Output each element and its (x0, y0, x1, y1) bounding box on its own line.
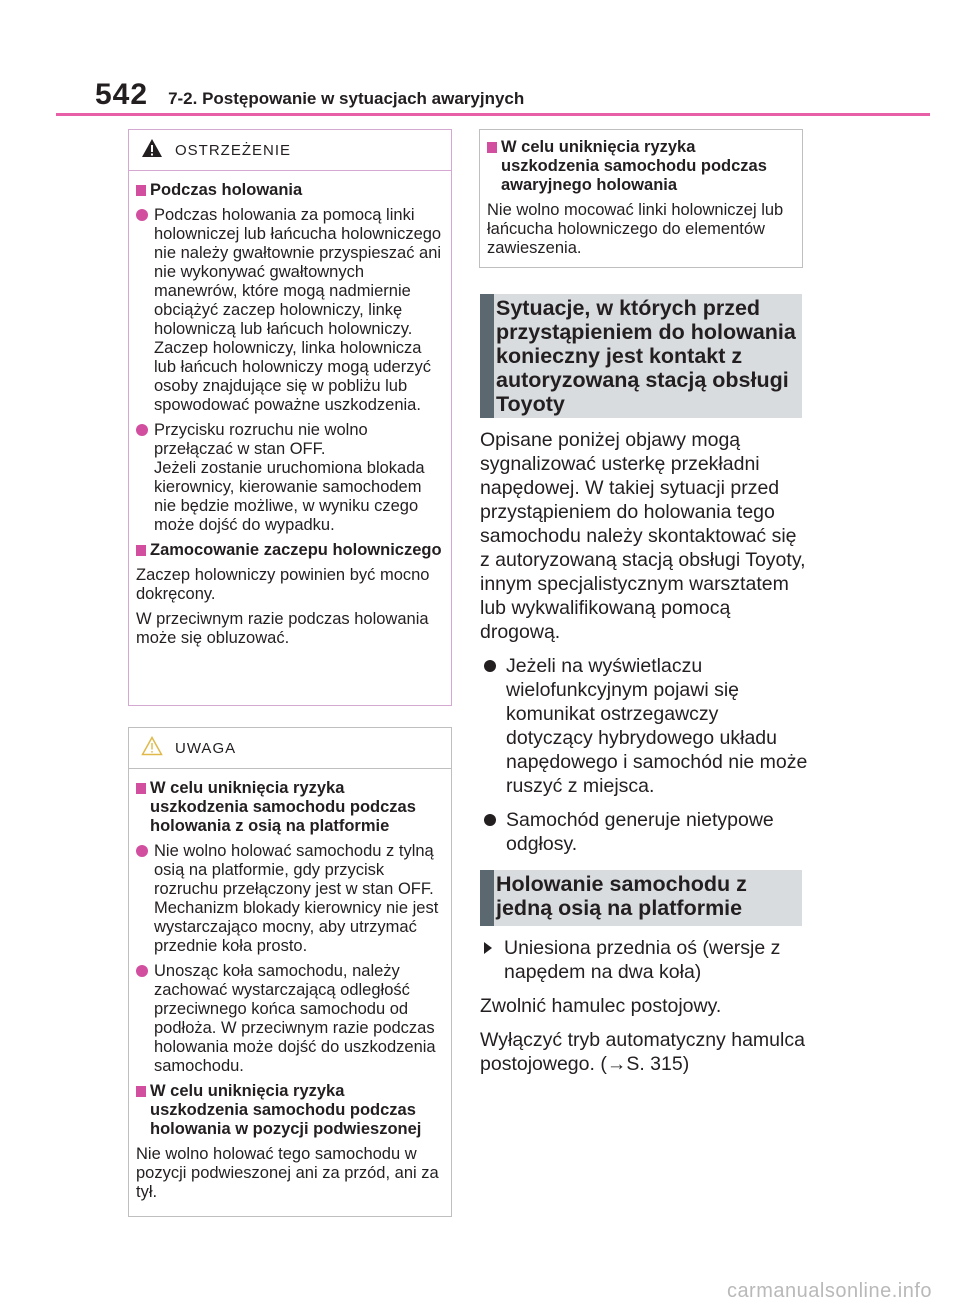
paragraph: W przeciwnym razie podczas holowania może się obluzować. (136, 610, 429, 647)
square-bullet-icon (487, 142, 497, 153)
list-item: Nie wolno holować samochodu z tylną osią na platformie, gdy przycisk rozruchu przełączony jest w stan OFF. Mechanizm blokady kierownicy nie jest wystarczająco mocny, aby utrzymać przednie koła prosto. (136, 842, 444, 956)
watermark: carmanualsonline.info (726, 1280, 932, 1302)
section-heading-contact: Sytuacje, w których przed przystąpieniem do holowania konieczny jest kontakt z autoryzowaną stacją obsługi Toyoty (480, 294, 802, 418)
bullet-icon (136, 209, 148, 221)
page-header (95, 78, 525, 111)
header-rule (56, 113, 930, 116)
paragraph: Zaczep holowniczy powinien być mocno dokręcony. (136, 566, 430, 603)
square-bullet-icon (136, 185, 146, 196)
paragraph: Zwolnić hamulec postojowy. (480, 995, 722, 1017)
square-bullet-icon (136, 783, 146, 794)
paragraph: Nie wolno holować tego samochodu w pozycji podwieszonej ani za przód, ani za tył. (136, 1145, 439, 1201)
list-item: Unosząc koła samochodu, należy zachować wystarczającą odległość przeciwnego końca samochodu od podłoża. W przeciwnym razie podczas holowania może dojść do uszkodzenia samochodu. (136, 962, 444, 1076)
notice-continuation-box (479, 129, 803, 268)
subheading: Zamocowanie zaczepu holowniczego (136, 541, 444, 560)
section-heading-platform: Holowanie samochodu z jedną osią na platformie (480, 870, 802, 926)
warning-title: OSTRZEŻENIE (175, 141, 292, 159)
warning-triangle-icon (141, 138, 175, 162)
warning-box-header (129, 130, 451, 171)
paragraph: Wyłączyć tryb automatyczny hamulca postojowego. (→S. 315) (480, 1029, 805, 1075)
subheading: W celu uniknięcia ryzyka uszkodzenia samochodu podczas holowania z osią na platformie (136, 779, 444, 836)
notice-title: UWAGA (175, 739, 237, 757)
subheading: W celu uniknięcia ryzyka uszkodzenia samochodu podczas holowania w pozycji podwieszonej (136, 1082, 444, 1139)
list-item: Uniesiona przednia oś (wersje z napędem na dwa koła) (480, 936, 810, 984)
section-platform-body (480, 936, 810, 1086)
caution-triangle-icon (141, 736, 175, 760)
subheading: Podczas holowania (136, 181, 444, 200)
bullet-icon (136, 424, 148, 436)
bullet-icon (136, 965, 148, 977)
warning-box (128, 129, 452, 706)
list-item: Przycisku rozruchu nie wolno przełączać w stan OFF. (136, 421, 444, 459)
square-bullet-icon (136, 1086, 146, 1097)
bullet-icon (484, 814, 496, 826)
notice-box (128, 727, 452, 1217)
list-item: Jeżeli na wyświetlaczu wielofunkcyjnym pojawi się komunikat ostrzegawczy dotyczący hybrydowego układu napędowego i samochód nie może ruszyć z miejsca. (480, 654, 810, 798)
list-item-continuation: Jeżeli zostanie uruchomiona blokada kierownicy, kierowanie samochodem nie będzie możliwe, w wyniku czego może dojść do wypadku. (154, 459, 425, 534)
bullet-icon (484, 660, 496, 672)
square-bullet-icon (136, 545, 146, 556)
list-item: Samochód generuje nietypowe odgłosy. (480, 808, 810, 856)
paragraph: Opisane poniżej objawy mogą sygnalizować usterkę przekładni napędowej. W takiej sytuacji przed przystąpieniem do holowania tego samochodu należy skontaktować się z autoryzowaną stacją obsługi Toyoty, innym specjalistycznym warsztatem lub wykwalifikowaną pomocą drogową. (480, 429, 806, 643)
notice-box-header (129, 728, 451, 769)
section-contact-body (480, 428, 810, 866)
list-item: Podczas holowania za pomocą linki holowniczej lub łańcucha holowniczego nie należy gwałtownie przyspieszać ani nie wykonywać gwałtownych manewrów, które mogą nadmiernie obciążyć zaczep holowniczy, linkę holowniczą lub łańcuch holowniczy. Zaczep holowniczy, linka holownicza lub łańcuch holowniczy mogą uderzyć osoby znajdujące się w pobliżu lub spowodować poważne uszkodzenia. (136, 206, 444, 415)
bullet-icon (136, 845, 148, 857)
page-number: 542 (95, 78, 149, 111)
subheading: W celu uniknięcia ryzyka uszkodzenia samochodu podczas awaryjnego holowania (487, 138, 795, 195)
paragraph: Nie wolno mocować linki holowniczej lub łańcucha holowniczego do elementów zawieszenia. (487, 201, 784, 257)
section-title: 7-2. Postępowanie w sytuacjach awaryjnych (168, 89, 525, 108)
arrow-right-icon (484, 942, 492, 954)
